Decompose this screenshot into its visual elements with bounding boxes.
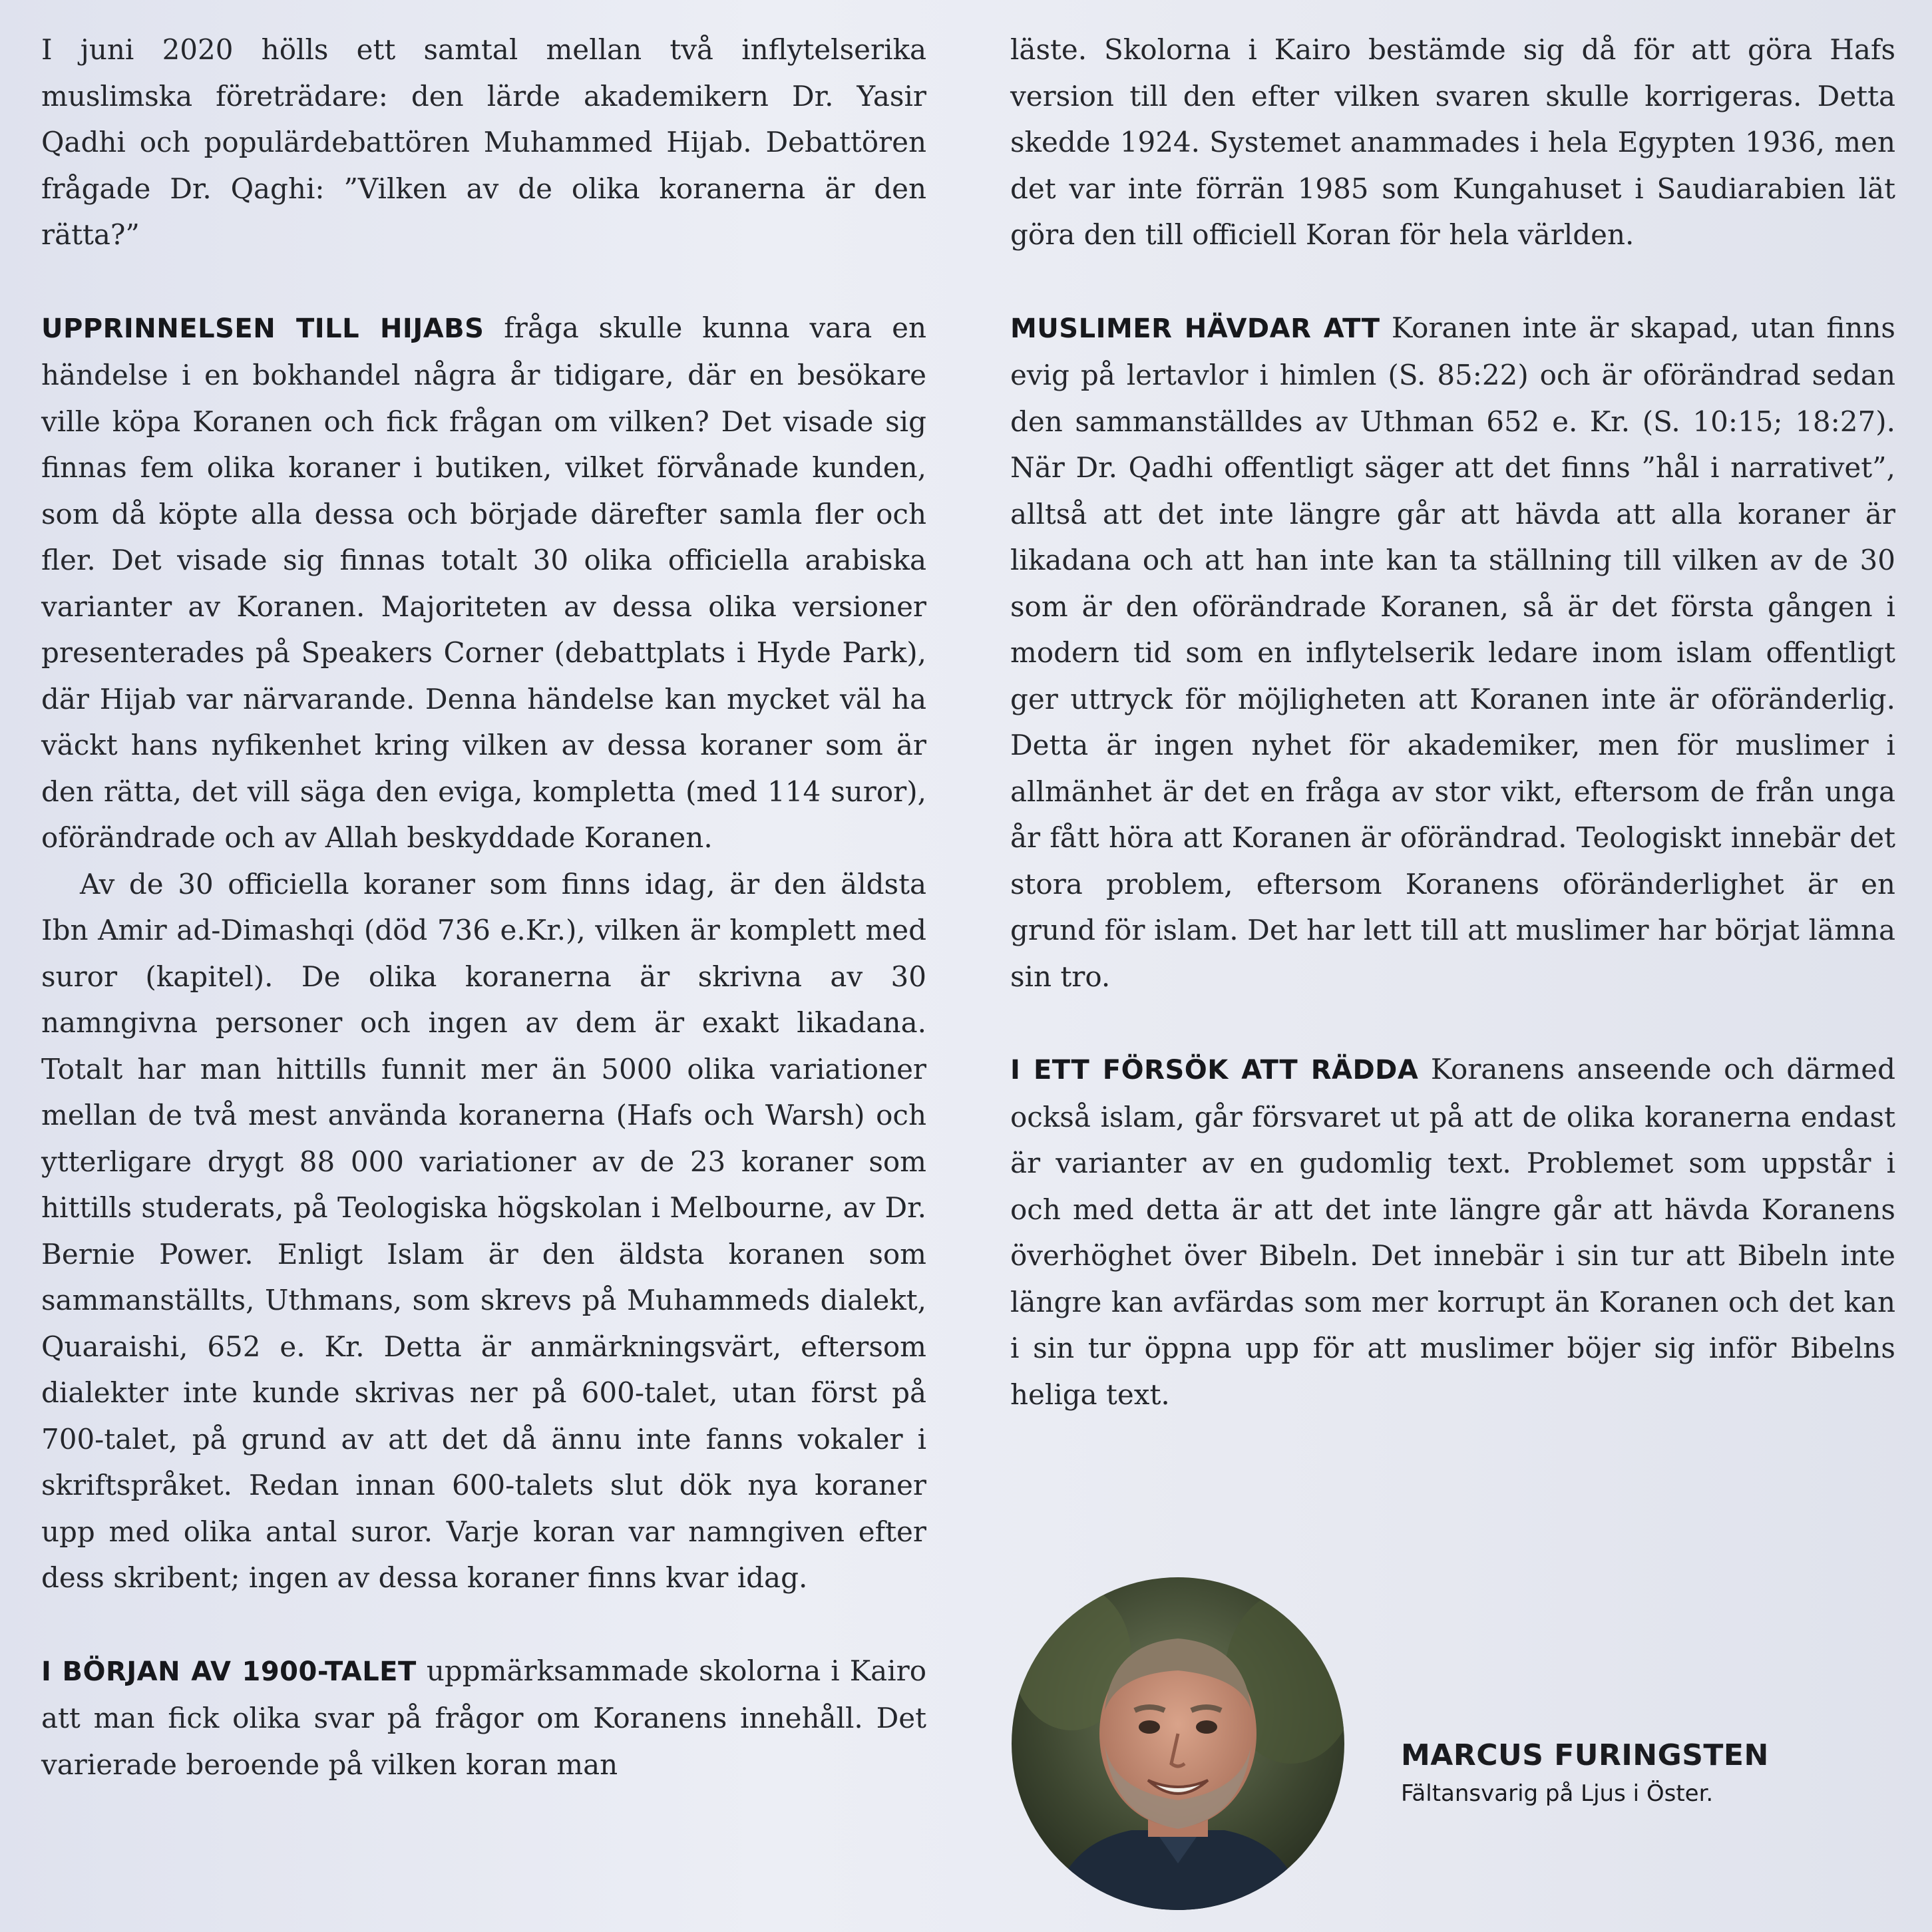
right-column [1010,27,1895,1418]
continuation-paragraph: läste. Skolorna i Kairo bestämde sig då för att göra Hafs version till den efter vilken svaren skulle korrigeras. Detta skedde 1924. Systemet anammades i hela Egypten 1936, men det var inte förrän 1985 som Kungahuset i Saudiarabien lät göra den till officiell Koran för hela världen. [1010,33,1895,251]
section-muslims-paragraph [1010,305,1895,1000]
paragraph-gap [1010,1000,1895,1046]
section-1900s-text: uppmärksammade skolorna i Kairo att man fick olika svar på frågor om Koranens innehåll. Det varierade beroende på vilken koran man [41,1654,926,1781]
intro-paragraph: I juni 2020 hölls ett samtal mellan två inflytelserika muslimska företrädare: den lärde akademikern Dr. Yasir Qadhi och populärdebattören Muhammed Hijab. Debattören frågade Dr. Qaghi: ”Vilken av de olika koranerna är den rätta?” [41,33,926,251]
paragraph-gap [41,258,926,305]
section-lead-defense: I ETT FÖRSÖK ATT RÄDDA [1010,1055,1419,1085]
section-lead-1900s: I BÖRJAN AV 1900-TALET [41,1656,417,1687]
section-origin-paragraph [41,305,926,861]
thirty-korans-paragraph: Av de 30 officiella koraner som finns idag, är den äldsta Ibn Amir ad-Dimashqi (död 736 e.Kr.), vilken är komplett med suror (kapitel). De olika koranerna är skrivna av 30 namngivna personer och ingen av dem är exakt likadana. Totalt har man hittills funnit mer än 5000 olika variationer mellan de två mest använda koranerna (Hafs och Warsh) och ytterligare drygt 88 000 variationer av de 23 koraner som hittills studerats, på Teologiska högskolan i Melbourne, av Dr. Bernie Power. Enligt Islam är den äldsta koranen som sammanställts, Uthmans, som skrevs på Muhammeds dialekt, Quaraishi, 652 e. Kr. Detta är anmärkningsvärt, eftersom dialekter inte kunde skrivas ner på 600-talet, utan först på 700-talet, på grund av att det då ännu inte fanns vokaler i skriftspråket. Redan innan 600-talets slut dök nya koraner upp med olika antal suror. Varje koran var namngiven efter dess skribent; ingen av dessa koraner finns kvar idag. [41,867,926,1594]
section-muslims-text: Koranen inte är skapad, utan finns evig på lertavlor i himlen (S. 85:22) och är oförändrad sedan den sammanställdes av Uthman 652 e. Kr. (S. 10:15; 18:27). När Dr. Qadhi offentligt säger att det finns ”hål i narrativet”, alltså att det inte längre går att hävda att alla koraner är likadana och att han inte kan ta ställning till vilken av de 30 som är den oförändrade Koranen, så är det första gången i modern tid som en inflytelserik ledare inom islam offentligt ger uttryck för möjligheten att Koranen inte är oföränderlig. Detta är ingen nyhet för akademiker, men för muslimer i allmänhet är det en fråga av stor vikt, eftersom de från unga år fått höra att Koranen är oförändrad. Teologiskt innebär det stora problem, eftersom Koranens oföränderlighet är en grund för islam. Det har lett till att muslimer har börjat lämna sin tro. [1010,311,1895,993]
section-1900s-paragraph [41,1648,926,1788]
author-byline [1401,1738,1769,1807]
author-portrait [1012,1577,1344,1910]
left-column [41,27,926,1788]
author-role: Fältansvarig på Ljus i Öster. [1401,1780,1714,1807]
section-defense-paragraph [1010,1046,1895,1418]
author-name: MARCUS FURINGSTEN [1401,1738,1769,1772]
section-origin-text: fråga skulle kunna vara en händelse i en bokhandel några år tidigare, där en besökare ville köpa Koranen och fick frågan om vilken? Det visade sig finnas fem olika koraner i butiken, vilket förvånade kunden, som då köpte alla dessa och började därefter samla fler och fler. Det visade sig finnas totalt 30 olika officiella arabiska varianter av Koranen. Majoriteten av dessa olika versioner presenterades på Speakers Corner (debattplats i Hyde Park), där Hijab var närvarande. Denna händelse kan mycket väl ha väckt hans nyfikenhet kring vilken av dessa koraner som är den rätta, det vill säga den eviga, kompletta (med 114 suror), oförändrade och av Allah beskyddade Koranen. [41,311,926,854]
section-lead-origin: UPPRINNELSEN TILL HIJABS [41,313,484,344]
section-defense-text: Koranens anseende och därmed också islam, går försvaret ut på att de olika koranerna endast är varianter av en gudomlig text. Problemet som uppstår i och med detta är att det inte längre går att hävda Koranens överhöghet över Bibeln. Det innebär i sin tur att Bibeln inte längre kan avfärdas som mer korrupt än Koranen och det kan i sin tur öppna upp för att muslimer böjer sig inför Bibelns heliga text. [1010,1053,1895,1411]
paragraph-gap [41,1601,926,1648]
paragraph-gap [1010,258,1895,305]
section-lead-muslims: MUSLIMER HÄVDAR ATT [1010,313,1380,344]
